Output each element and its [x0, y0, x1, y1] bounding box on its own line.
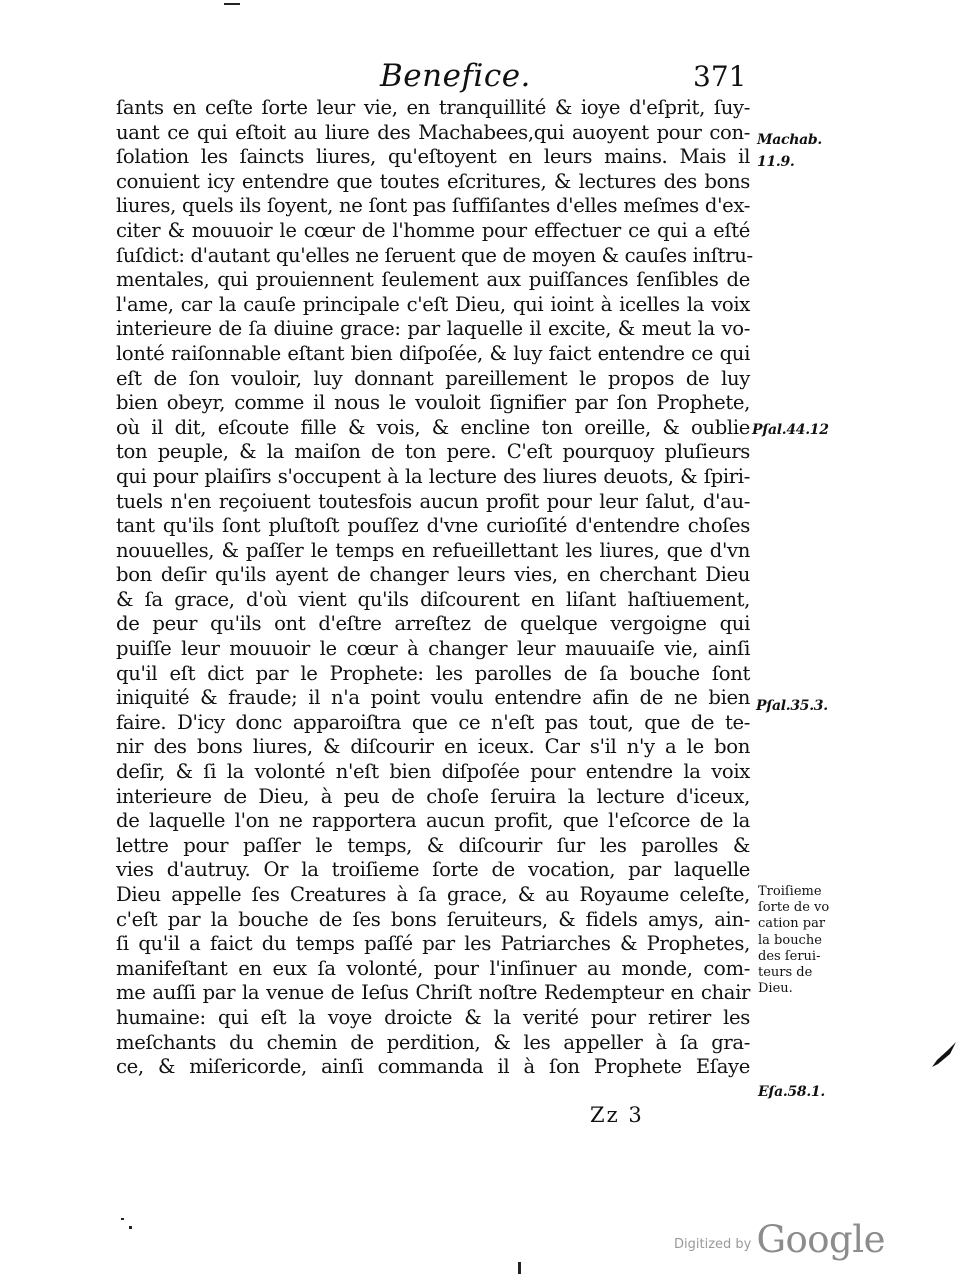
text-line: mentales, qui prouiennent ſeulement aux puiſſances ſenſibles de: [116, 268, 750, 292]
text-line: faire. D'icy donc apparoiſtra que ce n'eſt pas tout, que de te-: [116, 710, 750, 734]
margin-note-line: des ſerui-: [758, 948, 821, 964]
margin-note-line: Dieu.: [758, 981, 793, 997]
text-line: ſants en ceſte ſorte leur vie, en tranquillité & ioye d'eſprit, ſuy-: [116, 96, 750, 119]
text-line: de laquelle l'on ne rapportera aucun profit, que l'eſcorce de la: [116, 809, 750, 833]
print-speck: [129, 1226, 132, 1229]
print-speck: [224, 3, 240, 5]
ink-mark-icon: [928, 1040, 958, 1070]
margin-note-vocation: [758, 884, 844, 997]
text-line: conuient icy entendre que toutes eſcritures, & lectures des bons: [116, 169, 750, 193]
digitized-watermark: [674, 1218, 885, 1261]
margin-note-psal-44: Pſal.44.12: [752, 422, 829, 438]
text-line: c'eſt par la bouche de ſes bons ſeruiteurs, & fidels amys, ain-: [116, 907, 750, 931]
text-line: puiſſe leur mouuoir le cœur à changer leur mauuaiſe vie, ainſi: [116, 637, 750, 661]
text-line: & ſa grace, d'où vient qu'ils diſcourent en liſant haſtiuement,: [116, 587, 750, 611]
margin-note-psal-35: Pſal.35.3.: [756, 698, 828, 714]
text-line: bon deſir qu'ils ayent de changer leurs vies, en cherchant Dieu: [116, 563, 750, 587]
text-line: humaine: qui eſt la voye droicte & la verité pour retirer les: [116, 1005, 750, 1029]
text-line: iniquité & fraude; il n'a point voulu entendre afin de ne bien: [116, 686, 750, 710]
text-line: liures, quels ils ſoyent, ne ſont pas ſuffiſantes d'elles meſmes d'ex-: [116, 194, 750, 218]
text-line: bien obeyr, comme il nous le vouloit ſignifier par ſon Prophete,: [116, 391, 750, 415]
digitized-by-label: Digitized by: [674, 1237, 752, 1252]
text-line: uant ce qui eſtoit au liure des Machabees,qui auoyent pour con-: [116, 120, 750, 144]
text-line: ſi qu'il a faict du temps paſſé par les Patriarches & Prophetes,: [116, 932, 750, 956]
margin-note-line: cation par: [758, 916, 826, 932]
text-line: citer & mouuoir le cœur de l'homme pour effectuer ce qui a eſté: [116, 218, 750, 242]
text-line: lettre pour paſſer le temps, & diſcourir ſur les parolles &: [116, 833, 750, 857]
margin-note-esa: Eſa.58.1.: [758, 1084, 825, 1100]
print-speck: [121, 1218, 124, 1220]
text-line: de peur qu'ils ont d'eſtre arreſtez de quelque vergoigne qui: [116, 612, 750, 636]
text-line: où il dit, eſcoute fille & vois, & encline ton oreille, & oublie: [116, 415, 750, 439]
margin-note-machab-ref: 11.9.: [757, 154, 795, 170]
text-line: interieure de ſa diuine grace: par laquelle il excite, & meut la vo-: [116, 317, 750, 341]
text-line: Dieu appelle ſes Creatures à ſa grace, & au Royaume celeſte,: [116, 883, 750, 906]
text-line: manifeſtant en eux ſa volonté, pour l'inſinuer au monde, com-: [116, 956, 750, 980]
text-line: interieure de Dieu, à peu de choſe ſeruira la lecture d'iceux,: [116, 784, 750, 808]
margin-note-line: teurs de: [758, 965, 813, 981]
text-line: eſt de ſon vouloir, luy donnant pareillement le propos de luy: [116, 366, 750, 390]
text-line: ton peuple, & la maiſon de ton pere. C'eſt pourquoy pluſieurs: [116, 440, 750, 464]
body-text: [116, 96, 753, 1080]
signature-mark: Zz 3: [590, 1103, 644, 1127]
margin-note-machab: Machab.: [757, 132, 822, 148]
text-line: deſir, & ſi la volonté n'eſt bien diſpoſée pour entendre la voix: [116, 760, 750, 784]
text-line: lonté raiſonnable eſtant bien diſpoſée, & luy faict entendre ce qui: [116, 341, 750, 365]
text-line: qu'il eſt dict par le Prophete: les parolles de ſa bouche ſont: [116, 661, 750, 685]
text-line: ſolation les ſaincts liures, qu'eſtoyent en leurs mains. Mais il: [116, 145, 750, 169]
text-line: tuels n'en reçoiuent toutesfois aucun profit pour leur ſalut, d'au-: [116, 489, 750, 513]
text-line: tant qu'ils ſont pluſtoſt pouſſez d'vne curioſité d'entendre choſes: [116, 514, 750, 538]
text-line: vies d'autruy. Or la troiſieme ſorte de vocation, par laquelle: [116, 858, 750, 882]
google-logo: Google: [756, 1218, 885, 1261]
margin-note-line: la bouche: [758, 932, 822, 948]
text-line: ſuſdict: d'autant qu'elles ne ſeruent que de moyen & cauſes inſtru-: [116, 243, 753, 267]
text-line: nouuelles, & paſſer le temps en refueillettant les liures, que d'vn: [116, 538, 750, 562]
text-line: ce, & miſericorde, ainſi commanda il à ſon Prophete Eſaye: [116, 1055, 750, 1079]
print-speck: [518, 1262, 521, 1274]
margin-note-line: ſorte de vo: [758, 900, 830, 916]
text-line: me auſſi par la venue de Ieſus Chriſt noſtre Redempteur en chair: [116, 981, 750, 1005]
page-number: 371: [693, 60, 747, 93]
text-line: qui pour plaiſirs s'occupent à la lecture des liures deuots, & ſpiri-: [116, 464, 750, 488]
running-title: Benefice.: [380, 58, 531, 94]
text-line: l'ame, car la cauſe principale c'eſt Dieu, qui ioint à icelles la voix: [116, 292, 750, 316]
margin-note-line: Troiſieme: [758, 884, 822, 899]
text-line: nir des bons liures, & diſcourir en iceux. Car s'il n'y a le bon: [116, 735, 750, 759]
text-line: meſchants du chemin de perdition, & les appeller à ſa gra-: [116, 1030, 750, 1054]
